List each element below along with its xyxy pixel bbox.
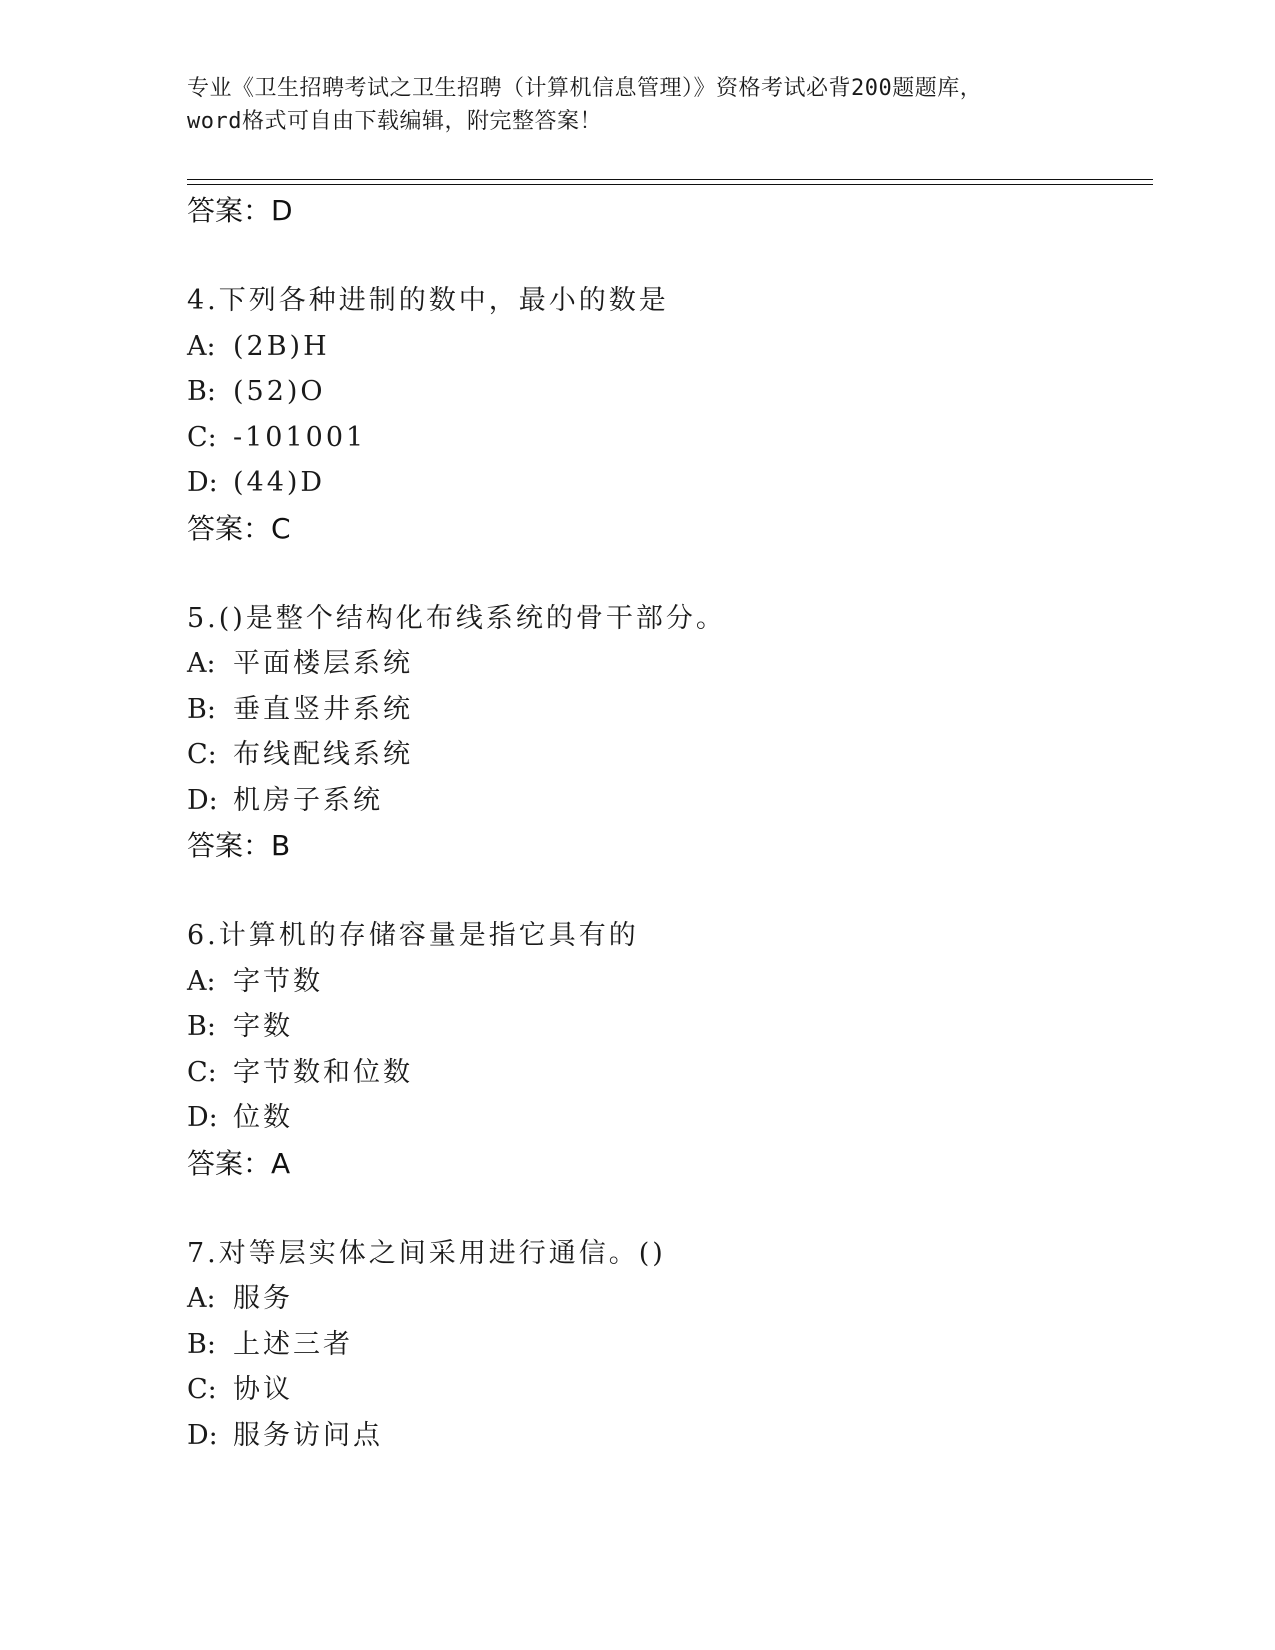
question-text: 4.下列各种进制的数中，最小的数是 [187,285,669,316]
answer-line: 答案：C [187,511,291,545]
option-d [187,1413,1153,1459]
option-a [187,1276,1153,1322]
document-header [187,72,1087,138]
option-c [187,732,1153,778]
option-c [187,1050,1153,1096]
option-key: B: [187,376,216,407]
option-text: 服务 [233,1283,293,1314]
question-text: 6.计算机的存储容量是指它具有的 [187,920,639,951]
option-key: A: [187,965,216,997]
option-key: C: [187,421,217,453]
question-list [187,188,1153,1458]
option-text: (2B)H [233,330,330,362]
question-text: 5.()是整个结构化布线系统的骨干部分。 [187,602,726,634]
option-text: 服务访问点 [233,1419,383,1451]
question-block [187,596,1153,870]
question-block [187,1231,1153,1459]
option-c [187,415,1153,461]
option-key: D: [187,784,218,816]
header-line-2: word格式可自由下载编辑，附完整答案！ [187,109,602,134]
question-block [187,913,1153,1187]
option-key: D: [187,1419,218,1451]
option-key: B: [187,1011,216,1042]
option-key: A: [187,1283,216,1314]
question-text: 7.对等层实体之间采用进行通信。() [187,1237,666,1269]
option-key: C: [187,739,217,770]
option-text: 字数 [233,1011,293,1042]
option-b [187,1004,1153,1050]
option-key: D: [187,1102,218,1133]
option-text: 位数 [233,1102,293,1133]
option-text: 布线配线系统 [233,739,413,770]
option-key: B: [187,1328,216,1360]
answer-line: 答案：B [187,829,291,862]
header-line-1: 专业《卫生招聘考试之卫生招聘（计算机信息管理）》资格考试必背200题题库， [187,76,983,101]
option-text: 垂直竖井系统 [233,693,413,725]
answer-line: 答案：A [187,1146,291,1180]
option-text: 上述三者 [233,1328,353,1360]
option-text: 平面楼层系统 [233,648,413,679]
option-a [187,324,1153,370]
option-text: 协议 [233,1374,293,1405]
option-text: (52)O [233,376,326,407]
option-a [187,959,1153,1005]
option-b [187,369,1153,415]
option-text: -101001 [233,421,367,453]
option-c [187,1367,1153,1413]
header-divider-bottom [187,184,1153,185]
option-text: (44)D [233,467,326,498]
option-key: C: [187,1374,217,1405]
option-d [187,460,1153,506]
question-block [187,278,1153,552]
option-key: A: [187,330,216,362]
option-text: 机房子系统 [233,784,383,816]
option-a [187,641,1153,687]
option-text: 字节数 [233,965,323,997]
option-key: B: [187,693,216,725]
answer-line: 答案：D [187,194,293,227]
option-key: C: [187,1056,217,1088]
option-d [187,1095,1153,1141]
option-text: 字节数和位数 [233,1056,413,1088]
option-key: A: [187,648,216,679]
option-b [187,1322,1153,1368]
option-b [187,687,1153,733]
header-divider-top [187,179,1153,180]
option-d [187,778,1153,824]
option-key: D: [187,467,218,498]
